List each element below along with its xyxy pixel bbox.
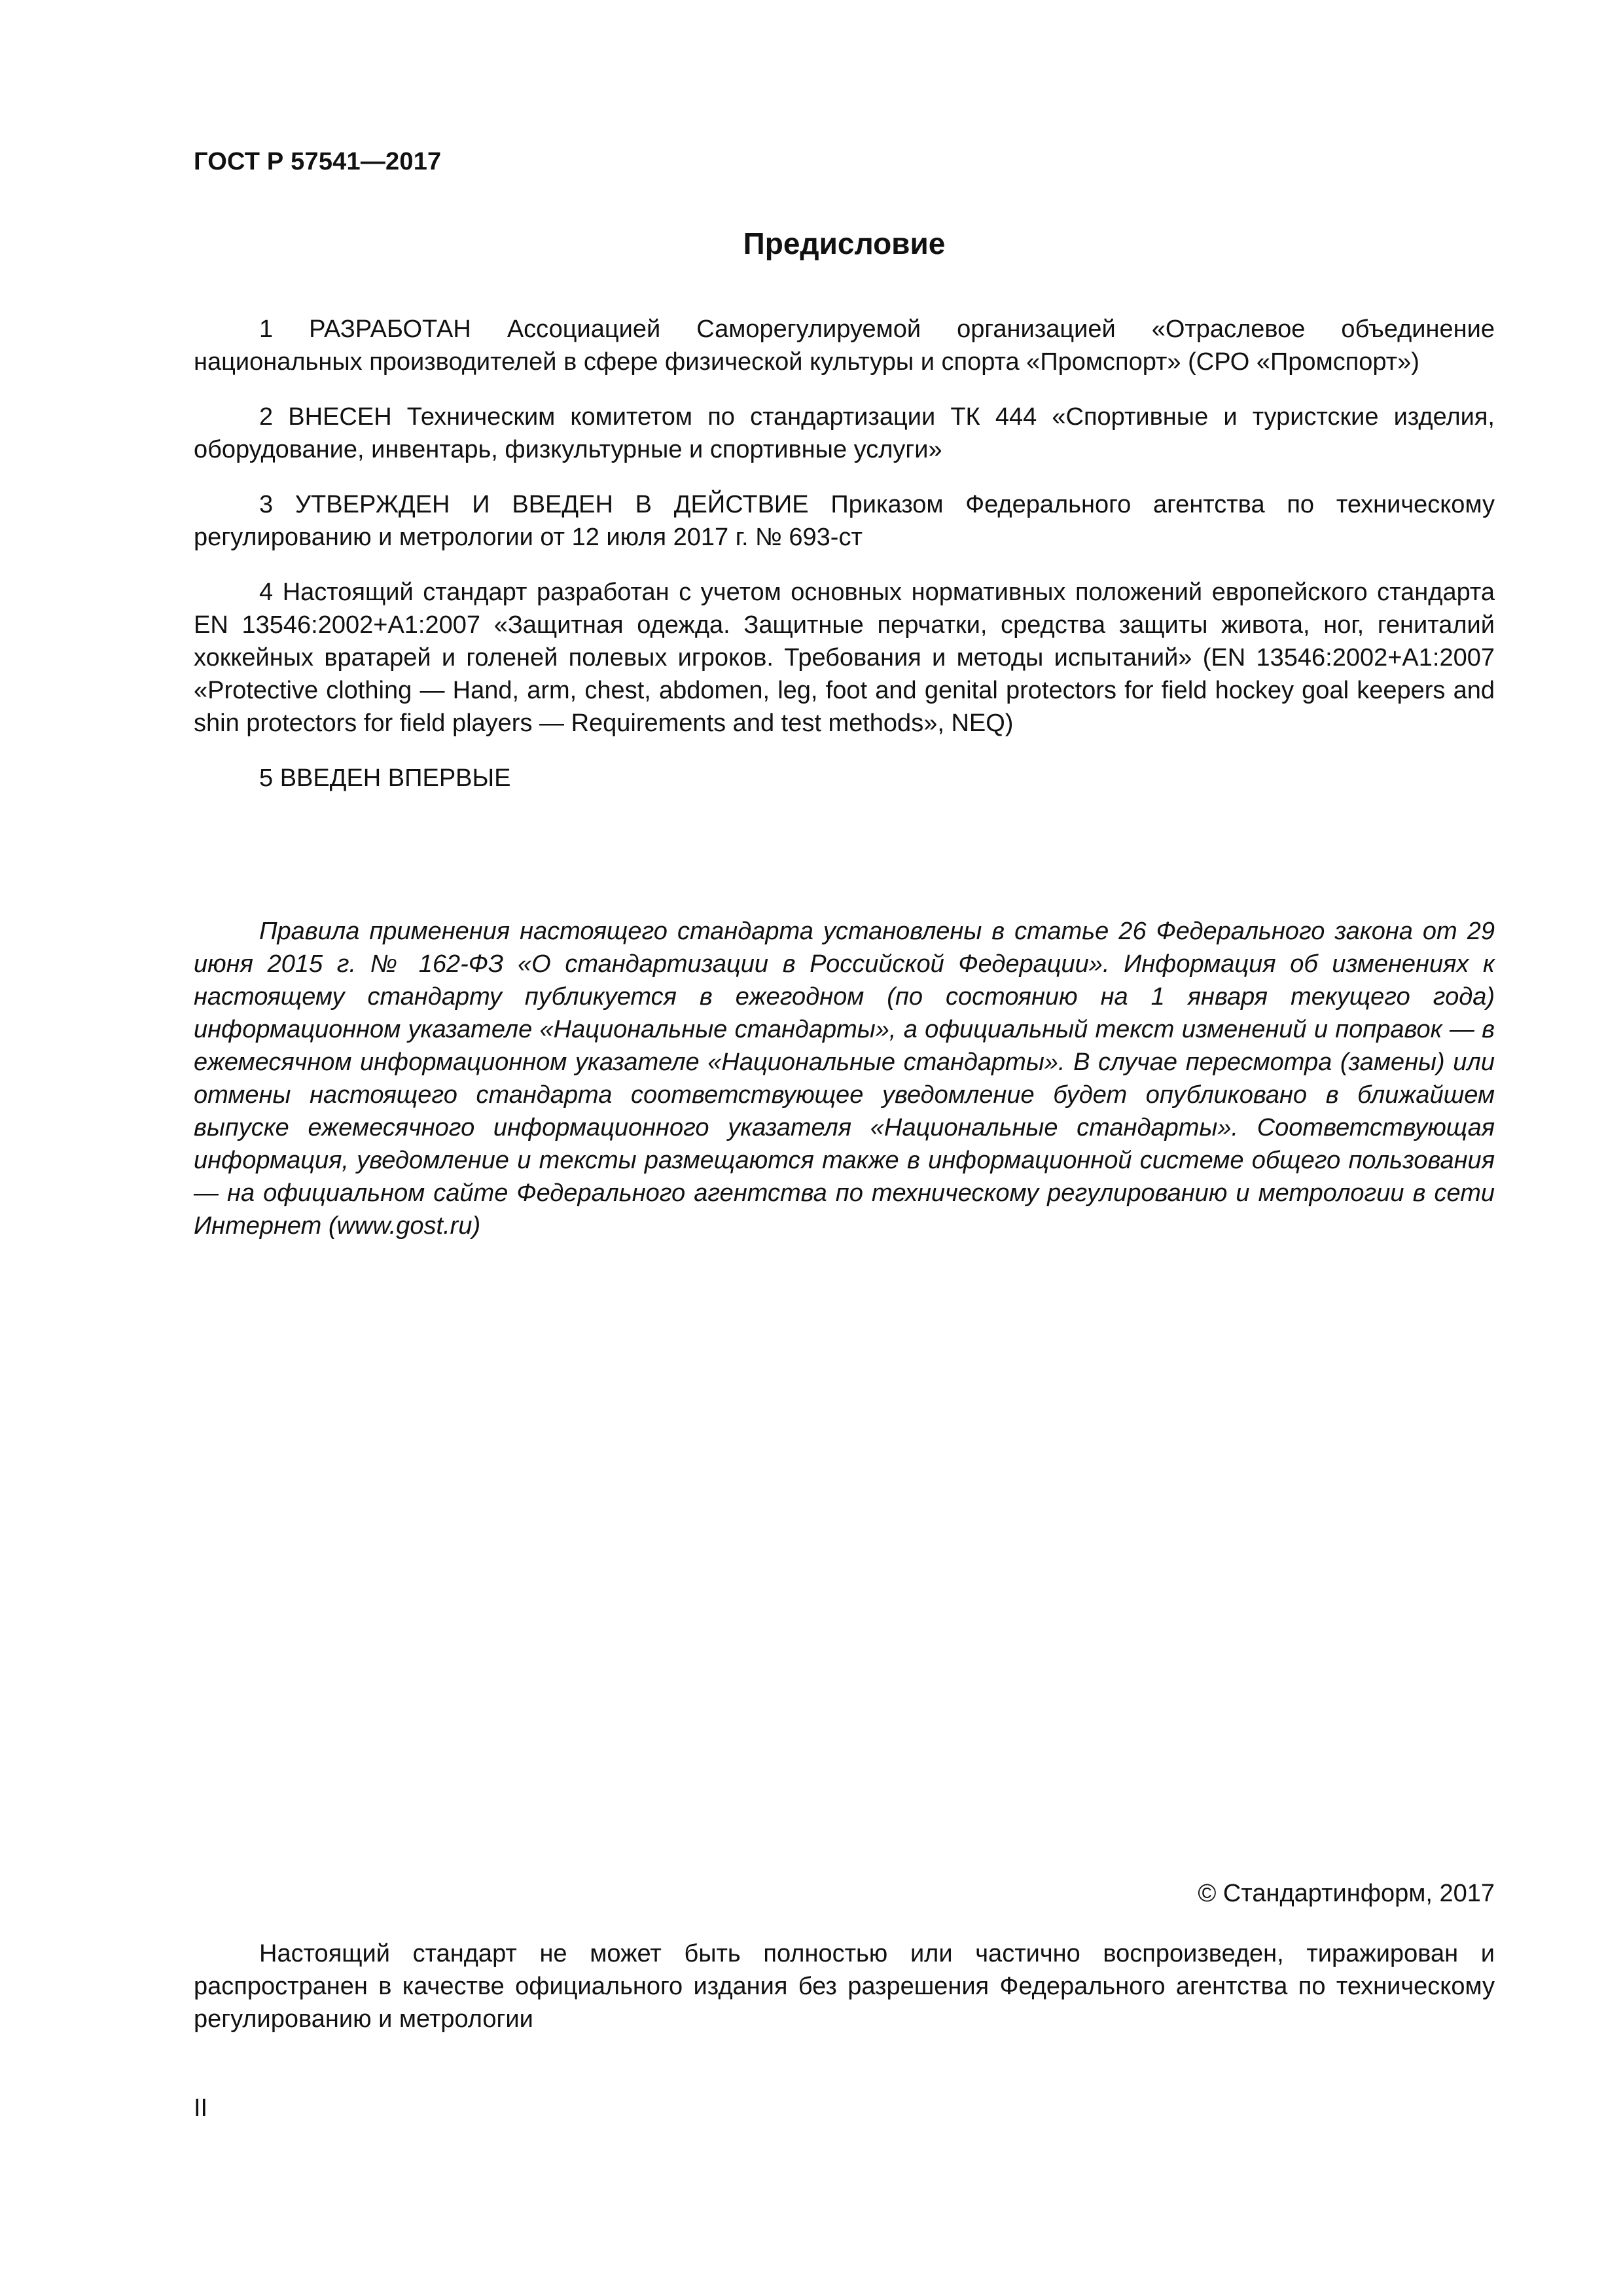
application-rules-text: Правила применения настоящего стандарта установлены в статье 26 Федерального закона от 29 июня 2015 г. № 162-ФЗ «О стандартизации в Российской Федерации». Информация об изменениях к настоящему стандарту публикуется в ежегодном (по состоянию на 1 января текущего года) информационном указателе «Национальные стандарты», а официальный текст изменений и поправок — в ежемесячном информационном указателе «Национальные стандарты». В случае пересмотра (замены) или отмены настоящего стандарта соответствующее уведомление будет опубликовано в ближайшем выпуске ежемесячного информационного указателя «Национальные стандарты». Соответствующая информация, уведомление и тексты размещаются также в информационной системе общего пользования — на официальном сайте Федерального агентства по техническому регулированию и метрологии в сети Интернет (www.gost.ru) <box>194 918 1495 1240</box>
copyright-line: © Стандартинформ, 2017 <box>1198 1880 1495 1907</box>
reproduction-notice-text: Настоящий стандарт не может быть полностью или частично воспроизведен, тиражирован и распространен в качестве официального издания без разрешения Федерального агентства по техническому регулированию и метрологии <box>194 1940 1495 2033</box>
foreword-items <box>194 313 1495 817</box>
foreword-item-1: 1 РАЗРАБОТАН Ассоциацией Саморегулируемой организацией «Отраслевое объединение национальных производителей в сфере физической культуры и спорта «Промспорт» (СРО «Промспорт») <box>194 315 1495 376</box>
foreword-item-2: 2 ВНЕСЕН Техническим комитетом по стандартизации ТК 444 «Спортивные и туристские изделия, оборудование, инвентарь, физкультурные и спортивные услуги» <box>194 403 1495 463</box>
foreword-item-4: 4 Настоящий стандарт разработан с учетом основных нормативных положений европейского стандарта EN 13546:2002+A1:2007 «Защитная одежда. Защитные перчатки, средства защиты живота, ног, гениталий хоккейных вратарей и голеней полевых игроков. Требования и методы испытаний» (EN 13546:2002+A1:2007 «Protective clothing — Hand, arm, chest, abdomen, leg, foot and genital protectors for field hockey goal keepers and shin protectors for field players — Requirements and test methods», NEQ) <box>194 579 1495 737</box>
page-title: Предисловие <box>743 226 946 260</box>
application-rules-notice <box>194 915 1495 1242</box>
foreword-item-3: 3 УТВЕРЖДЕН И ВВЕДЕН В ДЕЙСТВИЕ Приказом Федерального агентства по техническому регулированию и метрологии от 12 июля 2017 г. № 693-ст <box>194 491 1495 551</box>
foreword-item-5: 5 ВВЕДЕН ВПЕРВЫЕ <box>259 764 511 792</box>
reproduction-notice <box>194 1937 1495 2036</box>
page-number: II <box>194 2094 208 2122</box>
document-code: ГОСТ Р 57541—2017 <box>194 148 442 175</box>
